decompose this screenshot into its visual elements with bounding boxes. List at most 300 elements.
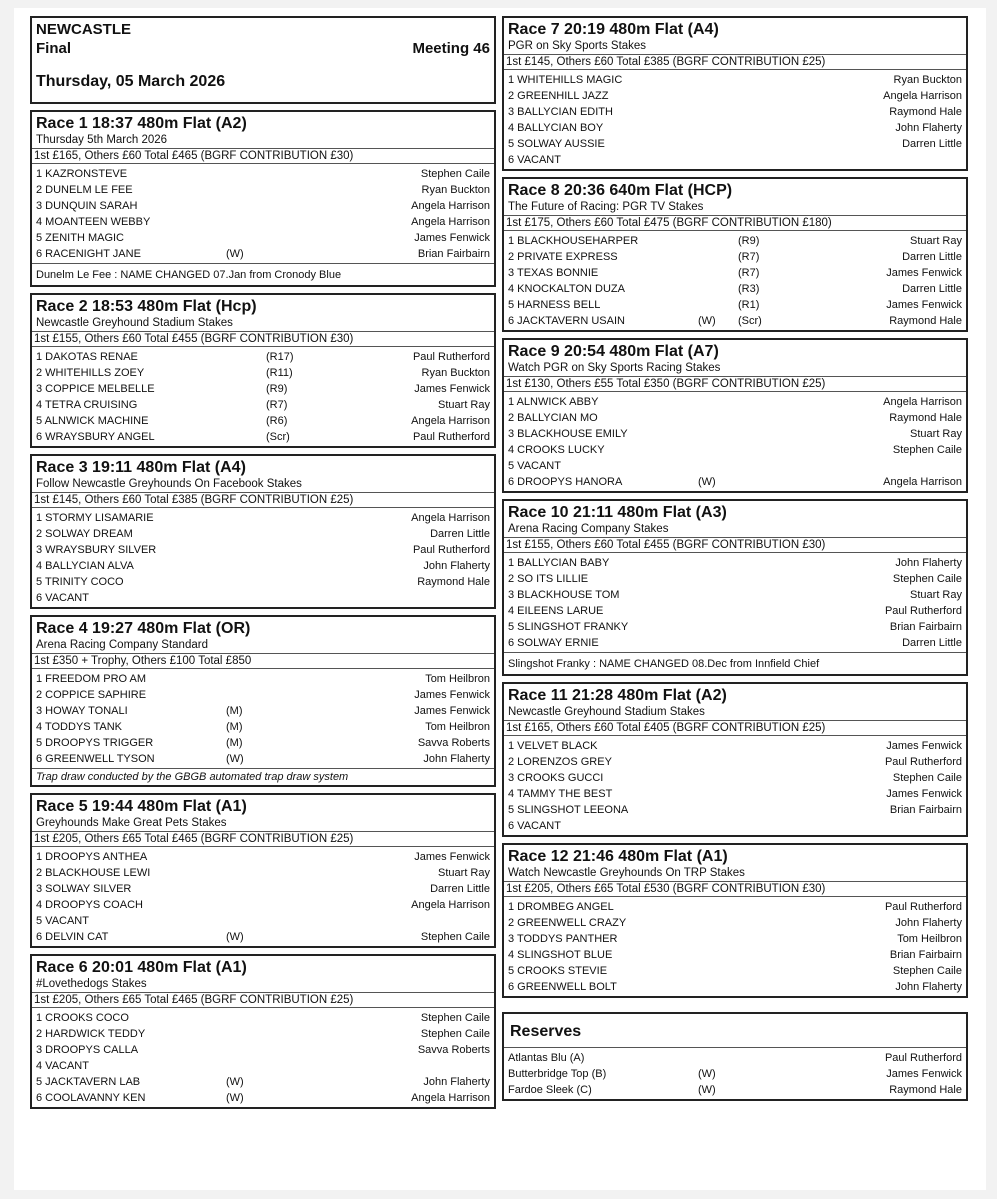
race-title: Race 9 20:54 480m Flat (A7)	[508, 343, 719, 360]
runner-name: 5 DROOPYS TRIGGER	[36, 737, 154, 749]
runner-row	[36, 230, 490, 246]
runner-mark	[698, 152, 738, 168]
runner-row	[508, 786, 962, 802]
runner-rating	[266, 246, 306, 262]
runner-trainer	[778, 818, 962, 834]
runner-trainer: Brian Fairbairn	[417, 248, 490, 260]
runner-list	[32, 164, 494, 263]
runner-row	[36, 214, 490, 230]
runner-rating: (R9)	[738, 235, 760, 247]
runner-trainer: Angela Harrison	[411, 1092, 490, 1104]
runner-trainer: Brian Fairbairn	[889, 804, 962, 816]
runner-rating	[266, 1042, 306, 1058]
runner-trainer: Tom Heilbron	[897, 933, 962, 945]
race-card-11	[502, 682, 968, 837]
runner-rating	[738, 1082, 778, 1098]
runner-name: 5 ALNWICK MACHINE	[36, 415, 149, 427]
runner-rating: (Scr)	[738, 315, 762, 327]
runner-rating	[738, 619, 778, 635]
runner-mark	[226, 198, 266, 214]
runner-rating	[266, 735, 306, 751]
runner-row	[508, 313, 962, 329]
reserves-list	[504, 1048, 966, 1099]
runner-rating	[738, 1066, 778, 1082]
runner-row	[36, 166, 490, 182]
runner-mark	[226, 881, 266, 897]
runner-rating	[738, 555, 778, 571]
runner-name: 4 BALLYCIAN BOY	[508, 122, 604, 134]
runner-trainer: Angela Harrison	[411, 899, 490, 911]
runner-rating	[738, 802, 778, 818]
runner-row	[508, 571, 962, 587]
runner-trainer: Paul Rutherford	[884, 605, 962, 617]
runner-name: 3 SOLWAY SILVER	[36, 883, 132, 895]
race-title: Race 1 18:37 480m Flat (A2)	[36, 115, 247, 132]
race-card-3	[30, 454, 496, 609]
race-prize: 1st £145, Others £60 Total £385 (BGRF CONTRIBUTION £25)	[32, 493, 494, 508]
runner-name: 1 BALLYCIAN BABY	[508, 557, 610, 569]
runner-name: 4 MOANTEEN WEBBY	[36, 216, 151, 228]
runner-name: 6 SOLWAY ERNIE	[508, 637, 599, 649]
runner-rating	[738, 899, 778, 915]
runner-rating: (R7)	[738, 267, 760, 279]
runner-rating	[738, 426, 778, 442]
runner-name: 3 COPPICE MELBELLE	[36, 383, 155, 395]
runner-trainer: Stephen Caile	[420, 931, 490, 943]
runner-mark	[698, 931, 738, 947]
runner-name: 5 CROOKS STEVIE	[508, 965, 608, 977]
runner-row	[36, 865, 490, 881]
runner-mark	[226, 166, 266, 182]
runner-mark: (W)	[698, 476, 716, 488]
runner-name: 1 FREEDOM PRO AM	[36, 673, 147, 685]
runner-rating	[266, 671, 306, 687]
runner-mark	[226, 574, 266, 590]
runner-rating	[738, 770, 778, 786]
runner-name: 5 TRINITY COCO	[36, 576, 124, 588]
runner-row	[508, 265, 962, 281]
runner-mark	[226, 590, 266, 606]
runner-trainer: John Flaherty	[423, 560, 490, 572]
runner-mark	[226, 687, 266, 703]
runner-rating	[266, 214, 306, 230]
runner-name: 4 VACANT	[36, 1060, 89, 1072]
runner-mark: (W)	[226, 248, 244, 260]
runner-row	[508, 818, 962, 834]
race-card-9	[502, 338, 968, 493]
runner-mark: (M)	[226, 705, 243, 717]
runner-row	[36, 198, 490, 214]
runner-row	[36, 365, 490, 381]
runner-rating	[266, 542, 306, 558]
runner-list	[32, 669, 494, 768]
runner-name: 1 CROOKS COCO	[36, 1012, 129, 1024]
race-card-5	[30, 793, 496, 948]
runner-trainer: Ryan Buckton	[893, 74, 962, 86]
runner-list	[32, 1008, 494, 1107]
race-subtitle: Arena Racing Company Stakes	[508, 523, 669, 535]
runner-name: 2 SOLWAY DREAM	[36, 528, 133, 540]
runner-name: 1 BLACKHOUSEHARPER	[508, 235, 639, 247]
runner-mark	[698, 120, 738, 136]
race-title: Race 11 21:28 480m Flat (A2)	[508, 687, 727, 704]
runner-name: 4 CROOKS LUCKY	[508, 444, 605, 456]
runner-trainer	[306, 913, 490, 929]
runner-row	[36, 849, 490, 865]
race-header	[32, 456, 494, 493]
runner-trainer: Angela Harrison	[411, 415, 490, 427]
runner-row	[36, 590, 490, 606]
runner-name: 6 GREENWELL TYSON	[36, 753, 155, 765]
runner-trainer: James Fenwick	[886, 1068, 962, 1080]
runner-rating	[738, 1050, 778, 1066]
runner-rating	[738, 635, 778, 651]
runner-rating	[266, 526, 306, 542]
runner-row	[36, 574, 490, 590]
runner-name: 4 TAMMY THE BEST	[508, 788, 613, 800]
left-column	[30, 16, 496, 1115]
runner-mark	[226, 182, 266, 198]
runner-mark	[698, 394, 738, 410]
runner-row	[508, 120, 962, 136]
runner-rating: (R9)	[266, 383, 288, 395]
runner-rating	[738, 410, 778, 426]
runner-trainer: Darren Little	[430, 883, 490, 895]
runner-mark	[226, 1026, 266, 1042]
runner-trainer: James Fenwick	[886, 299, 962, 311]
runner-name: 5 VACANT	[508, 460, 561, 472]
runner-mark: (W)	[226, 1076, 244, 1088]
runner-trainer: Paul Rutherford	[412, 351, 490, 363]
runner-name: 4 DROOPYS COACH	[36, 899, 143, 911]
race-subtitle: Newcastle Greyhound Stadium Stakes	[508, 706, 705, 718]
runner-trainer: Darren Little	[430, 528, 490, 540]
runner-trainer: John Flaherty	[895, 917, 962, 929]
runner-rating	[738, 786, 778, 802]
runner-list	[504, 231, 966, 330]
runner-name: 6 GREENWELL BOLT	[508, 981, 617, 993]
runner-mark	[698, 738, 738, 754]
runner-row	[508, 963, 962, 979]
runner-trainer: Stuart Ray	[438, 399, 490, 411]
runner-row	[36, 381, 490, 397]
runner-name: 6 DELVIN CAT	[36, 931, 109, 943]
runner-mark	[698, 458, 738, 474]
runner-trainer: John Flaherty	[895, 122, 962, 134]
race-title: Race 10 21:11 480m Flat (A3)	[508, 504, 727, 521]
runner-name: 4 BALLYCIAN ALVA	[36, 560, 134, 572]
runner-list	[32, 347, 494, 446]
race-subtitle: Watch PGR on Sky Sports Racing Stakes	[508, 362, 721, 374]
runner-mark	[698, 963, 738, 979]
race-prize: 1st £165, Others £60 Total £405 (BGRF CONTRIBUTION £25)	[504, 721, 966, 736]
runner-rating	[738, 738, 778, 754]
runner-name: 2 BLACKHOUSE LEWI	[36, 867, 151, 879]
runner-name: 6 WRAYSBURY ANGEL	[36, 431, 155, 443]
runner-row	[508, 474, 962, 490]
runner-rating	[738, 394, 778, 410]
runner-name: 2 BALLYCIAN MO	[508, 412, 598, 424]
runner-row	[36, 1026, 490, 1042]
runner-rating	[266, 1074, 306, 1090]
runner-rating: (R17)	[266, 351, 294, 363]
runner-mark	[698, 571, 738, 587]
race-prize: 1st £205, Others £65 Total £530 (BGRF CONTRIBUTION £30)	[504, 882, 966, 897]
runner-row	[36, 246, 490, 262]
race-title: Race 5 19:44 480m Flat (A1)	[36, 798, 247, 815]
runner-trainer: Darren Little	[902, 138, 962, 150]
runner-row	[36, 735, 490, 751]
runner-name: 3 CROOKS GUCCI	[508, 772, 604, 784]
runner-mark	[226, 510, 266, 526]
track-name: NEWCASTLE	[36, 21, 131, 38]
runner-name: 6 JACKTAVERN USAIN	[508, 315, 625, 327]
runner-trainer: Brian Fairbairn	[889, 621, 962, 633]
race-note: Slingshot Franky : NAME CHANGED 08.Dec from Innfield Chief	[504, 652, 966, 674]
runner-row	[36, 1074, 490, 1090]
runner-trainer: James Fenwick	[886, 267, 962, 279]
runner-list	[32, 508, 494, 607]
runner-mark	[226, 413, 266, 429]
runner-trainer: Tom Heilbron	[425, 721, 490, 733]
runner-name: 3 DUNQUIN SARAH	[36, 200, 138, 212]
runner-name: 6 VACANT	[36, 592, 89, 604]
runner-rating	[266, 182, 306, 198]
runner-mark	[226, 1010, 266, 1026]
runner-row	[508, 555, 962, 571]
runner-row	[36, 1042, 490, 1058]
runner-row	[508, 931, 962, 947]
race-card-1	[30, 110, 496, 287]
runner-trainer	[306, 1058, 490, 1074]
runner-rating	[738, 754, 778, 770]
race-prize: 1st £155, Others £60 Total £455 (BGRF CONTRIBUTION £30)	[504, 538, 966, 553]
runner-trainer: Raymond Hale	[889, 106, 962, 118]
runner-row	[508, 899, 962, 915]
runner-rating	[738, 458, 778, 474]
runner-trainer: Raymond Hale	[889, 1084, 962, 1096]
runner-name: 5 ZENITH MAGIC	[36, 232, 125, 244]
race-title: Race 4 19:27 480m Flat (OR)	[36, 620, 251, 637]
right-column	[502, 16, 968, 1107]
runner-trainer	[778, 152, 962, 168]
runner-mark	[698, 265, 738, 281]
runner-name: 6 VACANT	[508, 820, 561, 832]
runner-name: 6 RACENIGHT JANE	[36, 248, 141, 260]
runner-trainer: Savva Roberts	[417, 1044, 490, 1056]
runner-rating	[738, 587, 778, 603]
runner-name: 6 VACANT	[508, 154, 561, 166]
runner-rating	[266, 1010, 306, 1026]
runner-row	[508, 394, 962, 410]
meeting-number: Meeting 46	[412, 40, 490, 57]
race-prize: 1st £205, Others £65 Total £465 (BGRF CONTRIBUTION £25)	[32, 993, 494, 1008]
runner-rating: (R1)	[738, 299, 760, 311]
race-header	[504, 18, 966, 55]
runner-mark	[698, 88, 738, 104]
runner-name: 4 SLINGSHOT BLUE	[508, 949, 613, 961]
runner-row	[36, 671, 490, 687]
runner-rating	[266, 849, 306, 865]
runner-row	[508, 754, 962, 770]
runner-rating	[266, 703, 306, 719]
runner-row	[508, 152, 962, 168]
runner-mark: (M)	[226, 737, 243, 749]
race-prize: 1st £175, Others £60 Total £475 (BGRF CONTRIBUTION £180)	[504, 216, 966, 231]
runner-mark	[698, 899, 738, 915]
runner-row	[36, 397, 490, 413]
runner-name: 2 WHITEHILLS ZOEY	[36, 367, 145, 379]
race-title: Race 3 19:11 480m Flat (A4)	[36, 459, 246, 476]
race-header	[504, 501, 966, 538]
runner-rating: (R6)	[266, 415, 288, 427]
runner-trainer: Paul Rutherford	[884, 756, 962, 768]
runner-name: Atlantas Blu (A)	[508, 1052, 585, 1064]
runner-trainer: John Flaherty	[423, 753, 490, 765]
runner-mark	[698, 1050, 738, 1066]
runner-mark	[698, 786, 738, 802]
runner-rating	[266, 1026, 306, 1042]
runner-rating	[738, 947, 778, 963]
runner-name: 1 WHITEHILLS MAGIC	[508, 74, 623, 86]
runner-rating	[738, 152, 778, 168]
runner-row	[508, 104, 962, 120]
runner-trainer: Paul Rutherford	[412, 431, 490, 443]
race-prize: 1st £145, Others £60 Total £385 (BGRF CONTRIBUTION £25)	[504, 55, 966, 70]
race-note: Dunelm Le Fee : NAME CHANGED 07.Jan from Cronody Blue	[32, 263, 494, 285]
runner-row	[36, 1090, 490, 1106]
runner-mark	[226, 381, 266, 397]
reserves-box	[502, 1012, 968, 1101]
runner-trainer: Darren Little	[902, 283, 962, 295]
runner-trainer: Stephen Caile	[420, 168, 490, 180]
runner-name: 3 WRAYSBURY SILVER	[36, 544, 157, 556]
runner-rating	[266, 913, 306, 929]
runner-trainer	[306, 590, 490, 606]
runner-mark	[226, 542, 266, 558]
runner-row	[36, 182, 490, 198]
runner-mark: (W)	[698, 1084, 716, 1096]
race-title: Race 12 21:46 480m Flat (A1)	[508, 848, 728, 865]
race-prize: 1st £165, Others £60 Total £465 (BGRF CONTRIBUTION £30)	[32, 149, 494, 164]
race-prize: 1st £205, Others £65 Total £465 (BGRF CONTRIBUTION £25)	[32, 832, 494, 847]
runner-mark	[226, 865, 266, 881]
runner-name: 1 DROOPYS ANTHEA	[36, 851, 148, 863]
runner-trainer: John Flaherty	[895, 557, 962, 569]
runner-trainer: Stuart Ray	[910, 428, 962, 440]
runner-rating	[266, 929, 306, 945]
runner-row	[508, 1050, 962, 1066]
runner-row	[36, 703, 490, 719]
runner-row	[508, 458, 962, 474]
runner-row	[36, 542, 490, 558]
meeting-stage: Final	[36, 40, 72, 57]
runner-mark	[226, 526, 266, 542]
runner-trainer: Paul Rutherford	[884, 901, 962, 913]
race-title: Race 2 18:53 480m Flat (Hcp)	[36, 298, 257, 315]
reserves-title: Reserves	[504, 1014, 966, 1048]
runner-mark	[226, 429, 266, 445]
runner-mark	[698, 635, 738, 651]
runner-trainer: Paul Rutherford	[412, 544, 490, 556]
runner-row	[508, 802, 962, 818]
runner-name: 2 HARDWICK TEDDY	[36, 1028, 146, 1040]
runner-row	[36, 719, 490, 735]
runner-name: 1 DAKOTAS RENAE	[36, 351, 138, 363]
runner-mark	[698, 281, 738, 297]
runner-mark	[226, 397, 266, 413]
runner-rating	[266, 687, 306, 703]
runner-row	[36, 349, 490, 365]
runner-list	[504, 736, 966, 835]
runner-trainer: Tom Heilbron	[425, 673, 490, 685]
runner-trainer: Stephen Caile	[892, 444, 962, 456]
runner-rating: (R11)	[266, 367, 293, 379]
runner-mark	[698, 410, 738, 426]
runner-row	[508, 426, 962, 442]
runner-list	[504, 392, 966, 491]
runner-name: 2 GREENWELL CRAZY	[508, 917, 627, 929]
race-subtitle: #Lovethedogs Stakes	[36, 978, 147, 990]
race-header	[32, 617, 494, 654]
runner-name: 2 PRIVATE EXPRESS	[508, 251, 618, 263]
runner-trainer: Savva Roberts	[417, 737, 490, 749]
runner-mark	[226, 230, 266, 246]
runner-mark	[226, 671, 266, 687]
runner-name: 5 SLINGSHOT FRANKY	[508, 621, 629, 633]
runner-rating	[738, 136, 778, 152]
runner-trainer: Ryan Buckton	[421, 184, 490, 196]
runner-row	[36, 413, 490, 429]
runner-mark	[698, 555, 738, 571]
race-subtitle: PGR on Sky Sports Stakes	[508, 40, 647, 52]
runner-name: 1 ALNWICK ABBY	[508, 396, 599, 408]
runner-rating	[266, 230, 306, 246]
runner-rating: (R7)	[738, 251, 760, 263]
runner-trainer: Stuart Ray	[910, 589, 962, 601]
runner-mark	[698, 136, 738, 152]
runner-name: 2 COPPICE SAPHIRE	[36, 689, 147, 701]
runner-rating	[738, 818, 778, 834]
runner-trainer: John Flaherty	[423, 1076, 490, 1088]
runner-row	[508, 249, 962, 265]
runner-rating	[266, 1058, 306, 1074]
runner-mark	[698, 72, 738, 88]
runner-name: 3 BALLYCIAN EDITH	[508, 106, 613, 118]
runner-row	[36, 1058, 490, 1074]
runner-rating	[266, 510, 306, 526]
race-subtitle: The Future of Racing: PGR TV Stakes	[508, 201, 704, 213]
runner-name: 3 TODDYS PANTHER	[508, 933, 618, 945]
runner-trainer: Darren Little	[902, 637, 962, 649]
race-header	[504, 340, 966, 377]
runner-row	[508, 136, 962, 152]
runner-trainer: Stephen Caile	[420, 1012, 490, 1024]
race-header	[32, 795, 494, 832]
runner-rating	[738, 88, 778, 104]
runner-mark	[698, 603, 738, 619]
runner-mark	[698, 979, 738, 995]
runner-row	[36, 510, 490, 526]
race-title: Race 8 20:36 640m Flat (HCP)	[508, 182, 733, 199]
runner-row	[508, 619, 962, 635]
runner-name: 2 GREENHILL JAZZ	[508, 90, 609, 102]
runner-trainer: Stephen Caile	[892, 573, 962, 585]
runner-mark	[226, 849, 266, 865]
runner-row	[36, 429, 490, 445]
runner-mark	[698, 233, 738, 249]
runner-mark	[698, 619, 738, 635]
